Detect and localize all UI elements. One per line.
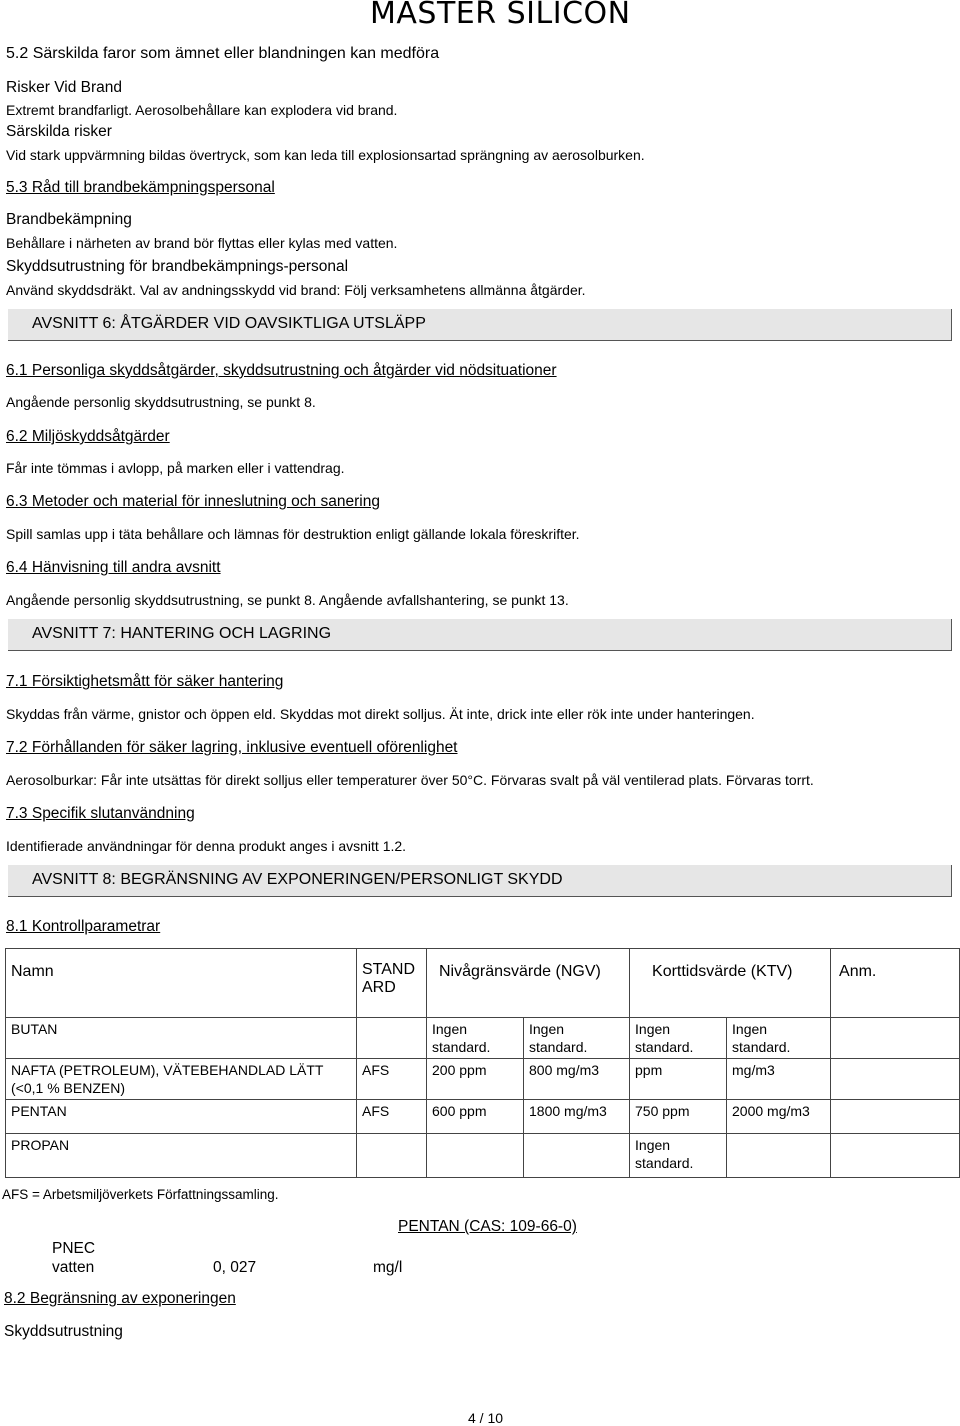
header-ngv: Nivågränsvärde (NGV) — [427, 949, 630, 1018]
fire-risks-label: Risker Vid Brand — [6, 79, 123, 96]
section-8-banner — [8, 865, 952, 897]
header-standard: STAND ARD — [357, 949, 427, 1018]
row-name-cell: PENTAN — [6, 1100, 357, 1134]
row-ktv-mg-cell: Ingen standard. — [727, 1018, 831, 1059]
afs-footnote: AFS = Arbetsmiljöverkets Författningssamling. — [2, 1187, 279, 1202]
header-note: Anm. — [831, 949, 960, 1018]
row-ngv-ppm-cell: 600 ppm — [427, 1100, 524, 1134]
section-7-1-heading: 7.1 Försiktighetsmått för säker hantering — [6, 673, 284, 690]
fire-risks-text: Extremt brandfarligt. Aerosolbehållare kan explodera vid brand. — [6, 102, 398, 118]
section-6-4-text: Angående personlig skyddsutrustning, se punkt 8. Angående avfallshantering, se punkt 13. — [6, 592, 569, 608]
table-row — [6, 1018, 960, 1059]
section-6-3-heading: 6.3 Metoder och material för inneslutning och sanering — [6, 493, 380, 510]
pnec-unit: mg/l — [373, 1259, 403, 1276]
section-6-3-text: Spill samlas upp i täta behållare och lämnas för destruktion enligt gällande lokala föreskrifter. — [6, 526, 580, 542]
section-6-2-text: Får inte tömmas i avlopp, på marken eller i vattendrag. — [6, 460, 345, 476]
pnec-substance: PENTAN (CAS: 109-66-0) — [398, 1218, 577, 1235]
row-ngv-mg-cell — [524, 1134, 630, 1178]
row-note-cell — [831, 1134, 960, 1178]
section-7-3-heading: 7.3 Specifik slutanvändning — [6, 805, 195, 822]
protective-equipment-label: Skyddsutrustning — [4, 1323, 123, 1340]
section-6-title: AVSNITT 6: ÅTGÄRDER VID OAVSIKTLIGA UTSLÄPP — [32, 315, 426, 332]
section-8-2-heading: 8.2 Begränsning av exponeringen — [4, 1290, 236, 1307]
section-8-1-heading: 8.1 Kontrollparametrar — [6, 918, 161, 935]
table-row — [6, 1134, 960, 1178]
row-ktv-ppm-cell: ppm — [630, 1059, 727, 1100]
section-5-2-heading: 5.2 Särskilda faror som ämnet eller blandningen kan medföra — [6, 45, 440, 62]
section-8-title: AVSNITT 8: BEGRÄNSNING AV EXPONERINGEN/PERSONLIGT SKYDD — [32, 871, 563, 888]
exposure-limits-table — [5, 948, 960, 1178]
section-6-1-text: Angående personlig skyddsutrustning, se punkt 8. — [6, 394, 316, 410]
section-6-4-heading: 6.4 Hänvisning till andra avsnitt — [6, 559, 221, 576]
row-ktv-ppm-cell: Ingen standard. — [630, 1134, 727, 1178]
special-risks-label: Särskilda risker — [6, 123, 112, 140]
row-ktv-ppm-cell: Ingen standard. — [630, 1018, 727, 1059]
row-ktv-mg-cell: 2000 mg/m3 — [727, 1100, 831, 1134]
section-7-3-text: Identifierade användningar för denna produkt anges i avsnitt 1.2. — [6, 838, 407, 854]
header-ktv: Korttidsvärde (KTV) — [630, 949, 831, 1018]
row-ktv-ppm-cell: 750 ppm — [630, 1100, 727, 1134]
firefighter-equipment-label: Skyddsutrustning för brandbekämpnings-personal — [6, 258, 349, 275]
row-name-cell: BUTAN — [6, 1018, 357, 1059]
row-ngv-ppm-cell: 200 ppm — [427, 1059, 524, 1100]
firefighting-label: Brandbekämpning — [6, 211, 132, 228]
section-5-3-heading: 5.3 Råd till brandbekämpningspersonal — [6, 179, 275, 196]
row-standard-cell — [357, 1134, 427, 1178]
section-7-1-text: Skyddas från värme, gnistor och öppen eld. Skyddas mot direkt solljus. Ät inte, drick inte eller rök inte under hanteringen. — [6, 706, 755, 722]
row-ktv-mg-cell: mg/m3 — [727, 1059, 831, 1100]
firefighting-text: Behållare i närheten av brand bör flyttas eller kylas med vatten. — [6, 235, 398, 251]
row-ngv-ppm-cell: Ingen standard. — [427, 1018, 524, 1059]
row-name-cell: PROPAN — [6, 1134, 357, 1178]
row-name-cell: NAFTA (PETROLEUM), VÄTEBEHANDLAD LÄTT (<0,1 % BENZEN) — [6, 1059, 357, 1100]
firefighter-equipment-text: Använd skyddsdräkt. Val av andningsskydd vid brand: Följ verksamhetens allmänna åtgärder. — [6, 282, 586, 298]
row-ngv-mg-cell: 1800 mg/m3 — [524, 1100, 630, 1134]
pnec-value: 0, 027 — [213, 1259, 257, 1276]
pnec-medium: vatten — [52, 1259, 95, 1276]
row-note-cell — [831, 1059, 960, 1100]
section-6-banner — [8, 309, 952, 341]
table-header-row — [6, 949, 960, 1018]
section-7-2-heading: 7.2 Förhållanden för säker lagring, inklusive eventuell oförenlighet — [6, 739, 458, 756]
table-row — [6, 1059, 960, 1100]
row-ngv-ppm-cell — [427, 1134, 524, 1178]
header-name: Namn — [6, 949, 357, 1018]
row-ktv-mg-cell — [727, 1134, 831, 1178]
section-7-title: AVSNITT 7: HANTERING OCH LAGRING — [32, 625, 332, 642]
table-row — [6, 1100, 960, 1134]
document-title: MASTER SILICON — [370, 0, 631, 31]
row-ngv-mg-cell: Ingen standard. — [524, 1018, 630, 1059]
page-number: 4 / 10 — [468, 1410, 504, 1426]
row-ngv-mg-cell: 800 mg/m3 — [524, 1059, 630, 1100]
pnec-label: PNEC — [52, 1240, 96, 1257]
row-standard-cell: AFS — [357, 1100, 427, 1134]
row-standard-cell: AFS — [357, 1059, 427, 1100]
row-note-cell — [831, 1018, 960, 1059]
section-7-2-text: Aerosolburkar: Får inte utsättas för direkt solljus eller temperaturer över 50°C. Förvaras svalt på väl ventilerad plats. Förvaras torrt. — [6, 772, 814, 788]
section-6-2-heading: 6.2 Miljöskyddsåtgärder — [6, 428, 170, 445]
row-standard-cell — [357, 1018, 427, 1059]
section-7-banner — [8, 619, 952, 651]
section-6-1-heading: 6.1 Personliga skyddsåtgärder, skyddsutrustning och åtgärder vid nödsituationer — [6, 362, 557, 379]
row-note-cell — [831, 1100, 960, 1134]
special-risks-text: Vid stark uppvärmning bildas övertryck, som kan leda till explosionsartad sprängning av aerosolburken. — [6, 147, 645, 163]
